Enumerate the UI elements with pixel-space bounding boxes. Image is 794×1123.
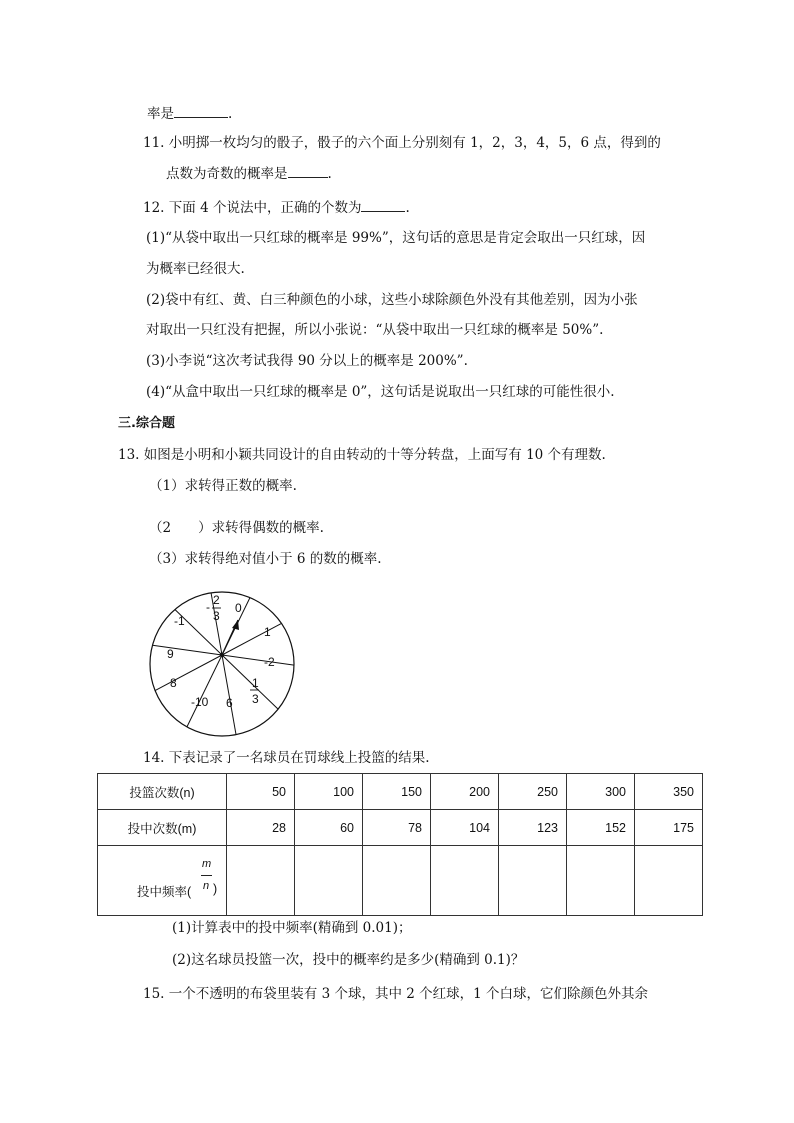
table-row [98, 810, 703, 846]
q12-statement-4: (4)“从盒中取出一只红球的概率是 0”，这句话是说取出一只红球的可能性很小. [146, 384, 615, 400]
label-neg-ten: -10 [191, 695, 209, 709]
q13-part-2: （2 ）求转得偶数的概率. [149, 520, 324, 536]
wheel-spoke [155, 655, 222, 691]
q13-stem: 13. 如图是小明和小颖共同设计的自由转动的十等分转盘，上面写有 10 个有理数. [118, 447, 606, 463]
row-header-made: 投中次数(m) [98, 810, 227, 846]
empty-cell [499, 846, 567, 916]
frac-bar [201, 875, 212, 876]
q12-statement-1a: (1)“从袋中取出一只红球的概率是 99%”，这句话的意思是肯定会取出一只红球，因 [146, 230, 646, 246]
cell: 152 [567, 810, 635, 846]
label-zero: 0 [235, 601, 242, 615]
label-six: 6 [226, 696, 233, 710]
empty-cell [295, 846, 363, 916]
q12-statement-3: (3)小李说“这次考试我得 90 分以上的概率是 200%”. [146, 353, 468, 369]
cell: 250 [499, 774, 567, 810]
answer-blank [174, 103, 228, 118]
wheel-center [220, 653, 224, 657]
label-nine: 9 [167, 647, 174, 661]
wheel-spoke [187, 655, 222, 727]
cell: 60 [295, 810, 363, 846]
empty-cell [635, 846, 703, 916]
q10-tail: 率是 . [147, 103, 232, 124]
answer-blank [361, 197, 405, 212]
table-row [98, 774, 703, 810]
empty-cell [363, 846, 431, 916]
cell: 200 [431, 774, 499, 810]
empty-cell [227, 846, 295, 916]
question-number: 11. [143, 135, 165, 151]
q14-stem: 14. 下表记录了一名球员在罚球线上投篮的结果. [143, 750, 430, 766]
cell: 175 [635, 810, 703, 846]
q15-line1: 15. 一个不透明的布袋里装有 3 个球，其中 2 个红球，1 个白球，它们除颜色外其余 [143, 986, 649, 1002]
cell: 350 [635, 774, 703, 810]
q12-stem: 12. 下面 4 个说法中，正确的个数为 . [143, 197, 410, 218]
empty-cell [431, 846, 499, 916]
question-number: 15. [143, 986, 165, 1002]
label-neg-one: -1 [174, 614, 185, 628]
cell: 50 [227, 774, 295, 810]
cell: 300 [567, 774, 635, 810]
label-neg-two: -2 [264, 655, 275, 669]
cell: 28 [227, 810, 295, 846]
cell: 104 [431, 810, 499, 846]
q12-statement-2a: (2)袋中有红、黄、白三种颜色的小球，这些小球除颜色外没有其他差别，因为小张 [146, 292, 638, 308]
question-number: 13. [118, 447, 140, 463]
cell: 78 [363, 810, 431, 846]
label-neg-two-thirds-den: 3 [213, 609, 220, 623]
q14-part-2: (2)这名球员投篮一次，投中的概率约是多少(精确到 0.1)？ [172, 952, 525, 968]
q13-part-1: （1）求转得正数的概率. [149, 478, 297, 494]
text: 率是 [147, 106, 174, 122]
q12-statement-2b: 对取出一只红没有把握，所以小张说：“从袋中取出一只红球的概率是 50%”. [146, 322, 604, 338]
table-row [98, 846, 703, 916]
label-one-third-num: 1 [252, 676, 259, 690]
q12-statement-1b: 为概率已经很大. [146, 261, 245, 277]
q13-part-3: （3）求转得绝对值小于 6 的数的概率. [149, 551, 382, 567]
label-neg-two-thirds-num: 2 [213, 593, 220, 607]
spinner-wheel [146, 588, 298, 740]
cell: 100 [295, 774, 363, 810]
empty-cell [567, 846, 635, 916]
wheel-spoke [152, 645, 222, 655]
q11-line1: 11. 小明掷一枚均匀的骰子，骰子的六个面上分别刻有 1，2，3，4，5，6 点，得到的 [143, 135, 661, 151]
q11-line2: 点数为奇数的概率是 . [166, 163, 332, 184]
q14-part-1: (1)计算表中的投中频率(精确到 0.01)； [172, 920, 412, 936]
question-number: 14. [143, 750, 165, 766]
label-neg-two-thirds-sign: - [206, 600, 210, 614]
section-title: 三.综合题 [118, 416, 175, 431]
label-one-third-den: 3 [252, 692, 259, 706]
label-one: 1 [264, 625, 271, 639]
question-number: 12. [143, 200, 165, 216]
arrow-head [232, 620, 239, 630]
wheel-spoke [222, 623, 281, 655]
label-eight: 8 [170, 676, 177, 690]
answer-blank [288, 163, 328, 178]
shot-table [97, 773, 703, 916]
cell: 150 [363, 774, 431, 810]
wheel-spoke [222, 655, 294, 665]
row-header-attempts: 投篮次数(n) [98, 774, 227, 810]
cell: 123 [499, 810, 567, 846]
row-header-frequency: 投中频率( m n ) [98, 846, 227, 916]
